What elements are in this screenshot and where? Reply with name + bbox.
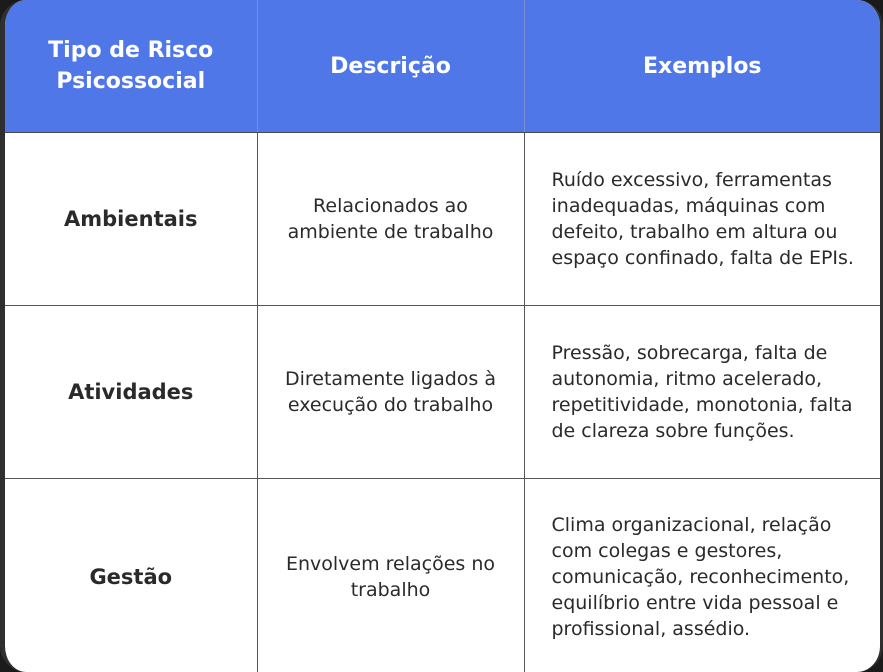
table-row: [5, 133, 880, 306]
table-row: [5, 306, 880, 479]
examples-cell: Pressão, sobrecarga, falta de autonomia, ritmo acelerado, repetitividade, monotonia, falta de clareza sobre funções.: [524, 306, 880, 479]
description-cell: Envolvem relações no trabalho: [257, 479, 524, 672]
header-risk-type: [5, 0, 257, 133]
header-description: Descrição: [257, 0, 524, 133]
header-risk-type-line1: Tipo de Risco: [48, 38, 214, 63]
risk-type-cell: Ambientais: [5, 133, 257, 306]
description-cell: Diretamente ligados à execução do trabalho: [257, 306, 524, 479]
examples-cell: Ruído excessivo, ferramentas inadequadas, máquinas com defeito, trabalho em altura ou espaço confinado, falta de EPIs.: [524, 133, 880, 306]
risk-type-cell: Atividades: [5, 306, 257, 479]
table-row: [5, 479, 880, 672]
header-risk-type-line2: Psicossocial: [56, 69, 206, 94]
risk-type-cell: Gestão: [5, 479, 257, 672]
description-cell: Relacionados ao ambiente de trabalho: [257, 133, 524, 306]
psychosocial-risk-table: [5, 0, 880, 672]
table-header-row: [5, 0, 880, 133]
header-examples: Exemplos: [524, 0, 880, 133]
examples-cell: Clima organizacional, relação com colegas e gestores, comunicação, reconhecimento, equilíbrio entre vida pessoal e profissional, assédio.: [551, 514, 850, 640]
